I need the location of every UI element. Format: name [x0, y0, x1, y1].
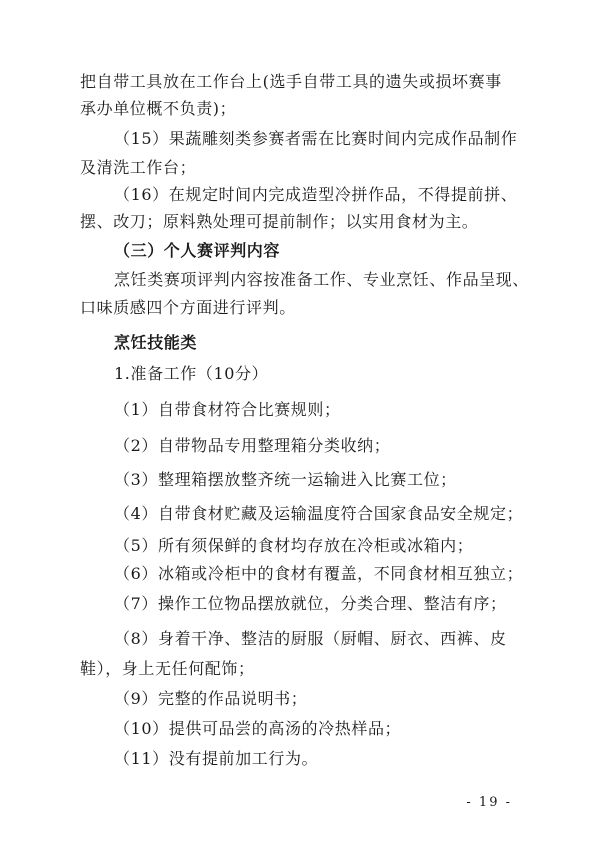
list-item: （7）操作工位物品摆放就位，分类合理、整洁有序；: [114, 594, 507, 613]
text-line: 烹饪类赛项评判内容按准备工作、专业烹饪、作品呈现、: [114, 270, 530, 289]
text-line: （15）果蔬雕刻类参赛者需在比赛时间内完成作品制作: [114, 129, 518, 148]
list-item: （2）自带物品专用整理箱分类收纳；: [114, 436, 391, 455]
list-item: （11）没有提前加工行为。: [114, 749, 319, 768]
page-number: - 19 -: [466, 795, 512, 810]
text-line: 及清洗工作台；: [80, 158, 197, 177]
text-line: 口味质感四个方面进行评判。: [80, 298, 296, 317]
list-item: （6）冰箱或冷柜中的食材有覆盖，不同食材相互独立；: [114, 564, 524, 583]
list-item: （1）自带食材符合比赛规则；: [114, 400, 341, 419]
list-item: （3）整理箱摆放整齐统一运输进入比赛工位；: [114, 470, 457, 489]
text-line: 承办单位概不负责)；: [80, 99, 237, 118]
subsection-heading: 烹饪技能类: [114, 333, 198, 352]
list-item: （4）自带食材贮藏及运输温度符合国家食品安全规定；: [114, 504, 524, 523]
list-item: （8）身着干净、整洁的厨服（厨帽、厨衣、西裤、皮: [114, 629, 507, 648]
text-line: 把自带工具放在工作台上(选手自带工具的遗失或损坏赛事: [80, 72, 502, 91]
text-line: 摆、改刀；原料熟处理可提前制作；以实用食材为主。: [80, 212, 479, 231]
section-heading: （三）个人赛评判内容: [114, 241, 281, 260]
text-line: 1.准备工作（10分）: [114, 364, 269, 383]
list-item: （5）所有须保鲜的食材均存放在冷柜或冰箱内；: [114, 536, 474, 555]
list-item: （9）完整的作品说明书；: [114, 689, 308, 708]
text-line: （16）在规定时间内完成造型冷拼作品，不得提前拼、: [114, 185, 518, 204]
list-item: （10）提供可品尝的高汤的冷热样品；: [114, 719, 402, 738]
text-line: 鞋），身上无任何配饰；: [80, 659, 255, 678]
